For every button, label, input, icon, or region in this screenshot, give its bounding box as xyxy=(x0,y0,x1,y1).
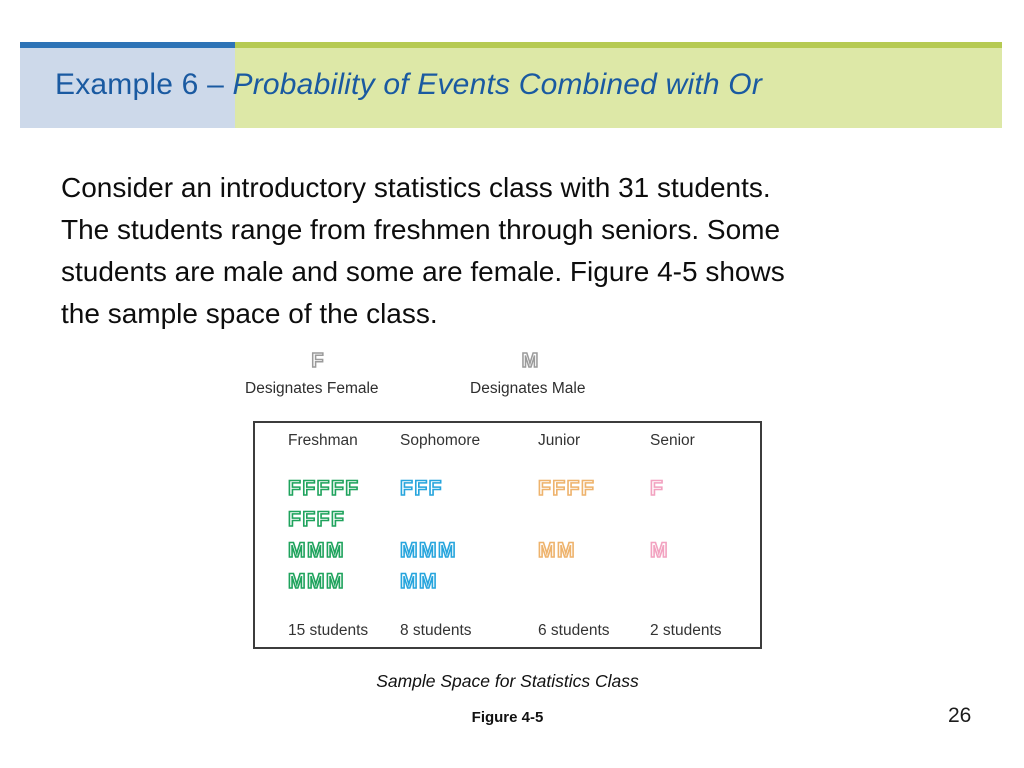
legend-label-female: Designates Female xyxy=(245,380,379,397)
title-topic: Probability of Events Combined with Or xyxy=(232,68,763,101)
body-text xyxy=(61,167,991,335)
letter-row: FFFF xyxy=(288,508,346,531)
column-header: Senior xyxy=(650,432,695,449)
column-header: Freshman xyxy=(288,432,358,449)
body-line: students are male and some are female. Figure 4-5 shows xyxy=(61,256,785,287)
body-line: The students range from freshmen through seniors. Some xyxy=(61,214,781,245)
column-total: 15 students xyxy=(288,622,369,639)
title-prefix: Example 6 xyxy=(55,68,199,101)
female-symbol: F xyxy=(311,350,324,372)
letter-row: MMM xyxy=(400,539,457,562)
figure-label: Figure 4-5 xyxy=(471,709,544,726)
legend-item-female xyxy=(245,350,390,398)
legend-label-male: Designates Male xyxy=(470,380,586,397)
letter-row: MM xyxy=(400,570,438,593)
letter-row: MMM xyxy=(288,570,345,593)
letter-row: FFFF xyxy=(538,477,596,500)
body-line: Consider an introductory statistics class with 31 students. xyxy=(61,172,771,203)
letter-row: M xyxy=(650,539,669,562)
figure-caption: Sample Space for Statistics Class xyxy=(376,671,639,691)
title-separator: – xyxy=(198,68,233,101)
letter-row xyxy=(650,569,722,600)
legend-item-male xyxy=(470,350,590,398)
letter-row xyxy=(650,507,722,538)
figure-column-freshman xyxy=(288,432,368,640)
letter-row: MMM xyxy=(288,539,345,562)
male-symbol: M xyxy=(521,350,539,372)
page-number: 26 xyxy=(948,704,972,727)
letter-row: F xyxy=(650,477,665,500)
letter-row xyxy=(400,507,480,538)
letter-row: FFF xyxy=(400,477,443,500)
figure-column-sophomore xyxy=(400,432,480,640)
column-total: 8 students xyxy=(400,622,472,639)
body-line: the sample space of the class. xyxy=(61,298,438,329)
figure-column-senior xyxy=(650,432,722,640)
column-header: Sophomore xyxy=(400,432,481,449)
letter-row xyxy=(538,569,610,600)
letter-row: FFFFF xyxy=(288,477,360,500)
slide-title xyxy=(55,68,762,102)
letter-row xyxy=(538,507,610,538)
figure-box xyxy=(253,421,762,649)
column-total: 2 students xyxy=(650,622,722,639)
column-header: Junior xyxy=(538,432,581,449)
letter-row: MM xyxy=(538,539,576,562)
column-total: 6 students xyxy=(538,622,610,639)
figure-column-junior xyxy=(538,432,610,640)
